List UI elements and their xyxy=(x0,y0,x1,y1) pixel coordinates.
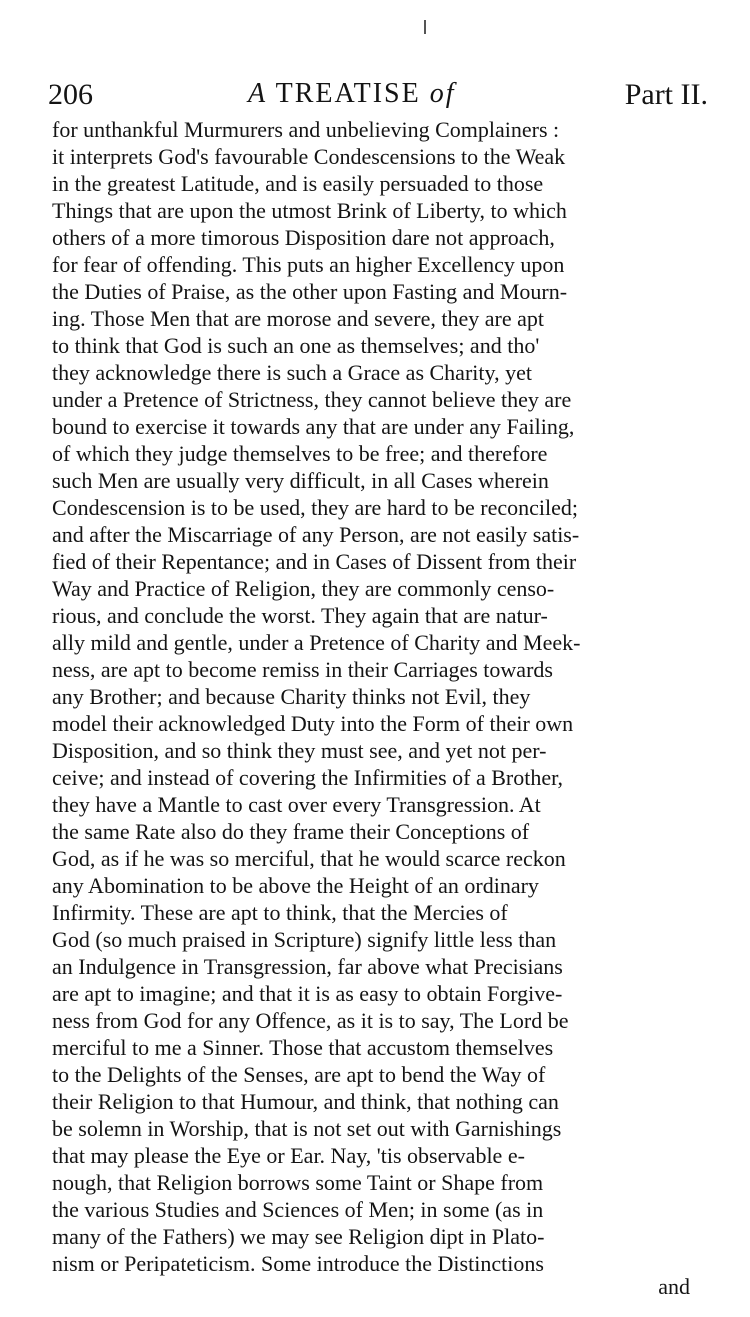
text-line: rious, and conclude the worst. They again that are natur- xyxy=(52,603,548,628)
text-line: ing. Those Men that are morose and severe, they are apt xyxy=(52,306,544,331)
text-line: Things that are upon the utmost Brink of Liberty, to which xyxy=(52,198,567,223)
text-line: bound to exercise it towards any that are under any Failing, xyxy=(52,414,575,439)
text-line: nism or Peripateticism. Some introduce the Distinctions xyxy=(52,1251,544,1276)
title-suffix: of xyxy=(429,78,456,109)
page-number: 206 xyxy=(48,78,93,111)
text-line: nough, that Religion borrows some Taint or Shape from xyxy=(52,1170,544,1195)
catchword: and xyxy=(658,1274,690,1299)
text-line: their Religion to that Humour, and think, that nothing can xyxy=(52,1089,559,1114)
text-line: Way and Practice of Religion, they are commonly censo- xyxy=(52,576,555,601)
text-line: of which they judge themselves to be free; and therefore xyxy=(52,441,548,466)
text-line: for unthankful Murmurers and unbelieving Complainers : xyxy=(52,117,560,142)
text-line: ceive; and instead of covering the Infirmities of a Brother, xyxy=(52,765,564,790)
text-line: an Indulgence in Transgression, far above what Precisians xyxy=(52,954,563,979)
text-line: Infirmity. These are apt to think, that the Mercies of xyxy=(52,900,508,925)
text-line: any Abomination to be above the Height of an ordinary xyxy=(52,873,539,898)
print-mark xyxy=(424,20,426,34)
text-line: Condescension is to be used, they are hard to be reconciled; xyxy=(52,495,579,520)
text-line: many of the Fathers) we may see Religion dipt in Plato- xyxy=(52,1224,545,1249)
text-line: are apt to imagine; and that it is as easy to obtain Forgive- xyxy=(52,981,563,1006)
text-line: for fear of offending. This puts an higher Excellency upon xyxy=(52,252,565,277)
text-line: God (so much praised in Scripture) signify little less than xyxy=(52,927,557,952)
text-line: others of a more timorous Disposition dare not approach, xyxy=(52,225,555,250)
text-line: be solemn in Worship, that is not set out with Garnishings xyxy=(52,1116,562,1141)
text-line: such Men are usually very difficult, in all Cases wherein xyxy=(52,468,549,493)
text-line: ness, are apt to become remiss in their Carriages towards xyxy=(52,657,553,682)
text-line: ness from God for any Offence, as it is to say, The Lord be xyxy=(52,1008,569,1033)
part-label: Part II. xyxy=(624,78,708,111)
text-line: Disposition, and so think they must see, and yet not per- xyxy=(52,738,547,763)
text-line: the same Rate also do they frame their Conceptions of xyxy=(52,819,530,844)
text-line: merciful to me a Sinner. Those that accustom themselves xyxy=(52,1035,554,1060)
title-caps: TREATISE xyxy=(275,78,421,109)
text-line: and after the Miscarriage of any Person, are not easily satis- xyxy=(52,522,580,547)
text-line: under a Pretence of Strictness, they cannot believe they are xyxy=(52,387,572,412)
text-line: the various Studies and Sciences of Men; in some (as in xyxy=(52,1197,544,1222)
text-line: model their acknowledged Duty into the Form of their own xyxy=(52,711,574,736)
running-title xyxy=(248,78,456,110)
body-text xyxy=(52,116,692,1277)
text-line: fied of their Repentance; and in Cases of Dissent from their xyxy=(52,549,577,574)
text-line: God, as if he was so merciful, that he would scarce reckon xyxy=(52,846,566,871)
text-line: it interprets God's favourable Condescensions to the Weak xyxy=(52,144,566,169)
text-line: in the greatest Latitude, and is easily persuaded to those xyxy=(52,171,544,196)
text-line: they acknowledge there is such a Grace as Charity, yet xyxy=(52,360,532,385)
text-line: to think that God is such an one as themselves; and tho' xyxy=(52,333,540,358)
text-line: they have a Mantle to cast over every Transgression. At xyxy=(52,792,541,817)
title-prefix: A xyxy=(248,78,268,109)
text-line: to the Delights of the Senses, are apt to bend the Way of xyxy=(52,1062,546,1087)
text-line: ally mild and gentle, under a Pretence of Charity and Meek- xyxy=(52,630,581,655)
running-head xyxy=(48,78,708,114)
text-line: that may please the Eye or Ear. Nay, 'tis observable e- xyxy=(52,1143,525,1168)
text-line: the Duties of Praise, as the other upon Fasting and Mourn- xyxy=(52,279,568,304)
text-line: any Brother; and because Charity thinks not Evil, they xyxy=(52,684,531,709)
